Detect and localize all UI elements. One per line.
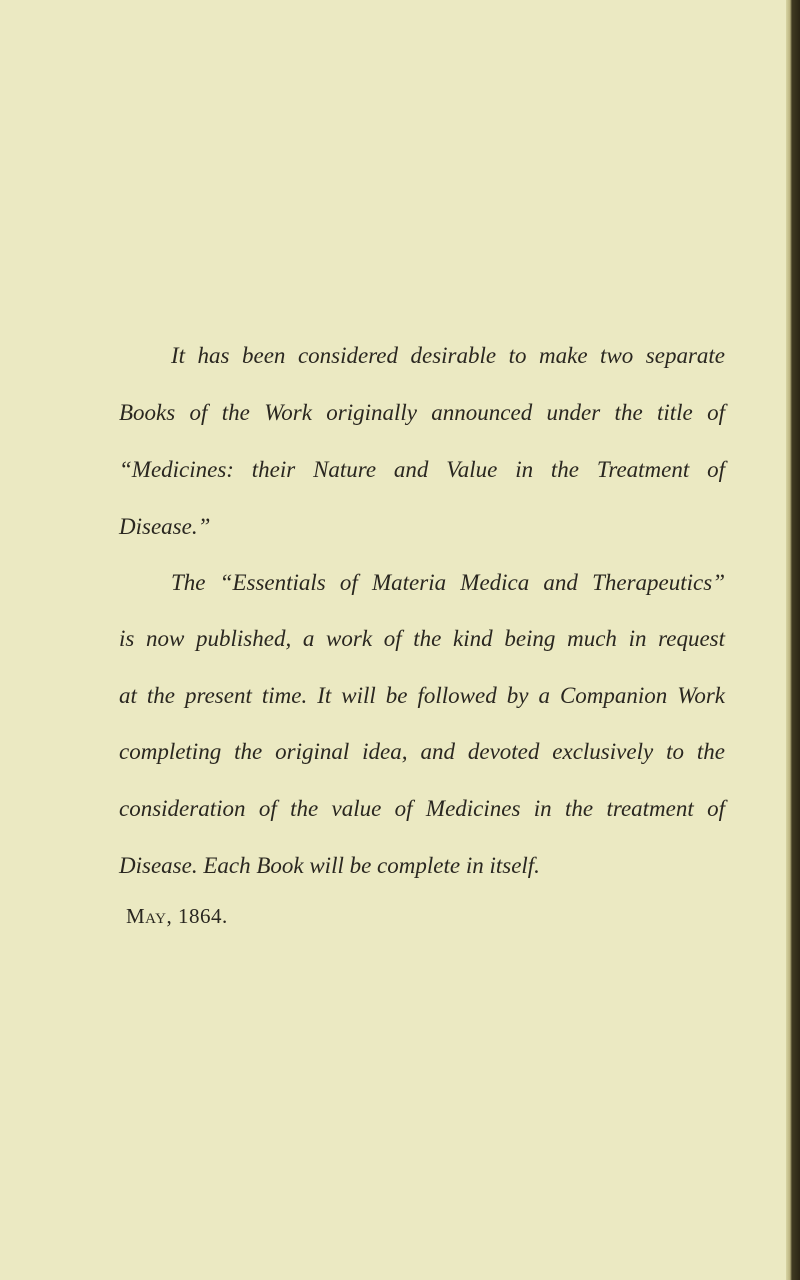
text-line: is now published, a work of the kind being much in request: [119, 626, 725, 651]
text-line: “Medicines: their Nature and Value in the Treatment of: [119, 457, 725, 482]
date-line: May, 1864.: [126, 904, 228, 928]
text-line: consideration of the value of Medicines in the treatment of: [119, 796, 725, 821]
text-line: Disease.”: [119, 514, 211, 539]
text-line: Books of the Work originally announced under the title of: [119, 400, 725, 425]
book-spine-edge: [786, 0, 800, 1280]
text-line: completing the original idea, and devoted exclusively to the: [119, 739, 725, 764]
text-line: Disease. Each Book will be complete in itself.: [119, 853, 540, 878]
text-line: at the present time. It will be followed by a Companion Work: [119, 683, 725, 708]
text-line: It has been considered desirable to make two separate: [171, 343, 725, 368]
text-line: The “Essentials of Materia Medica and Therapeutics”: [171, 570, 725, 595]
